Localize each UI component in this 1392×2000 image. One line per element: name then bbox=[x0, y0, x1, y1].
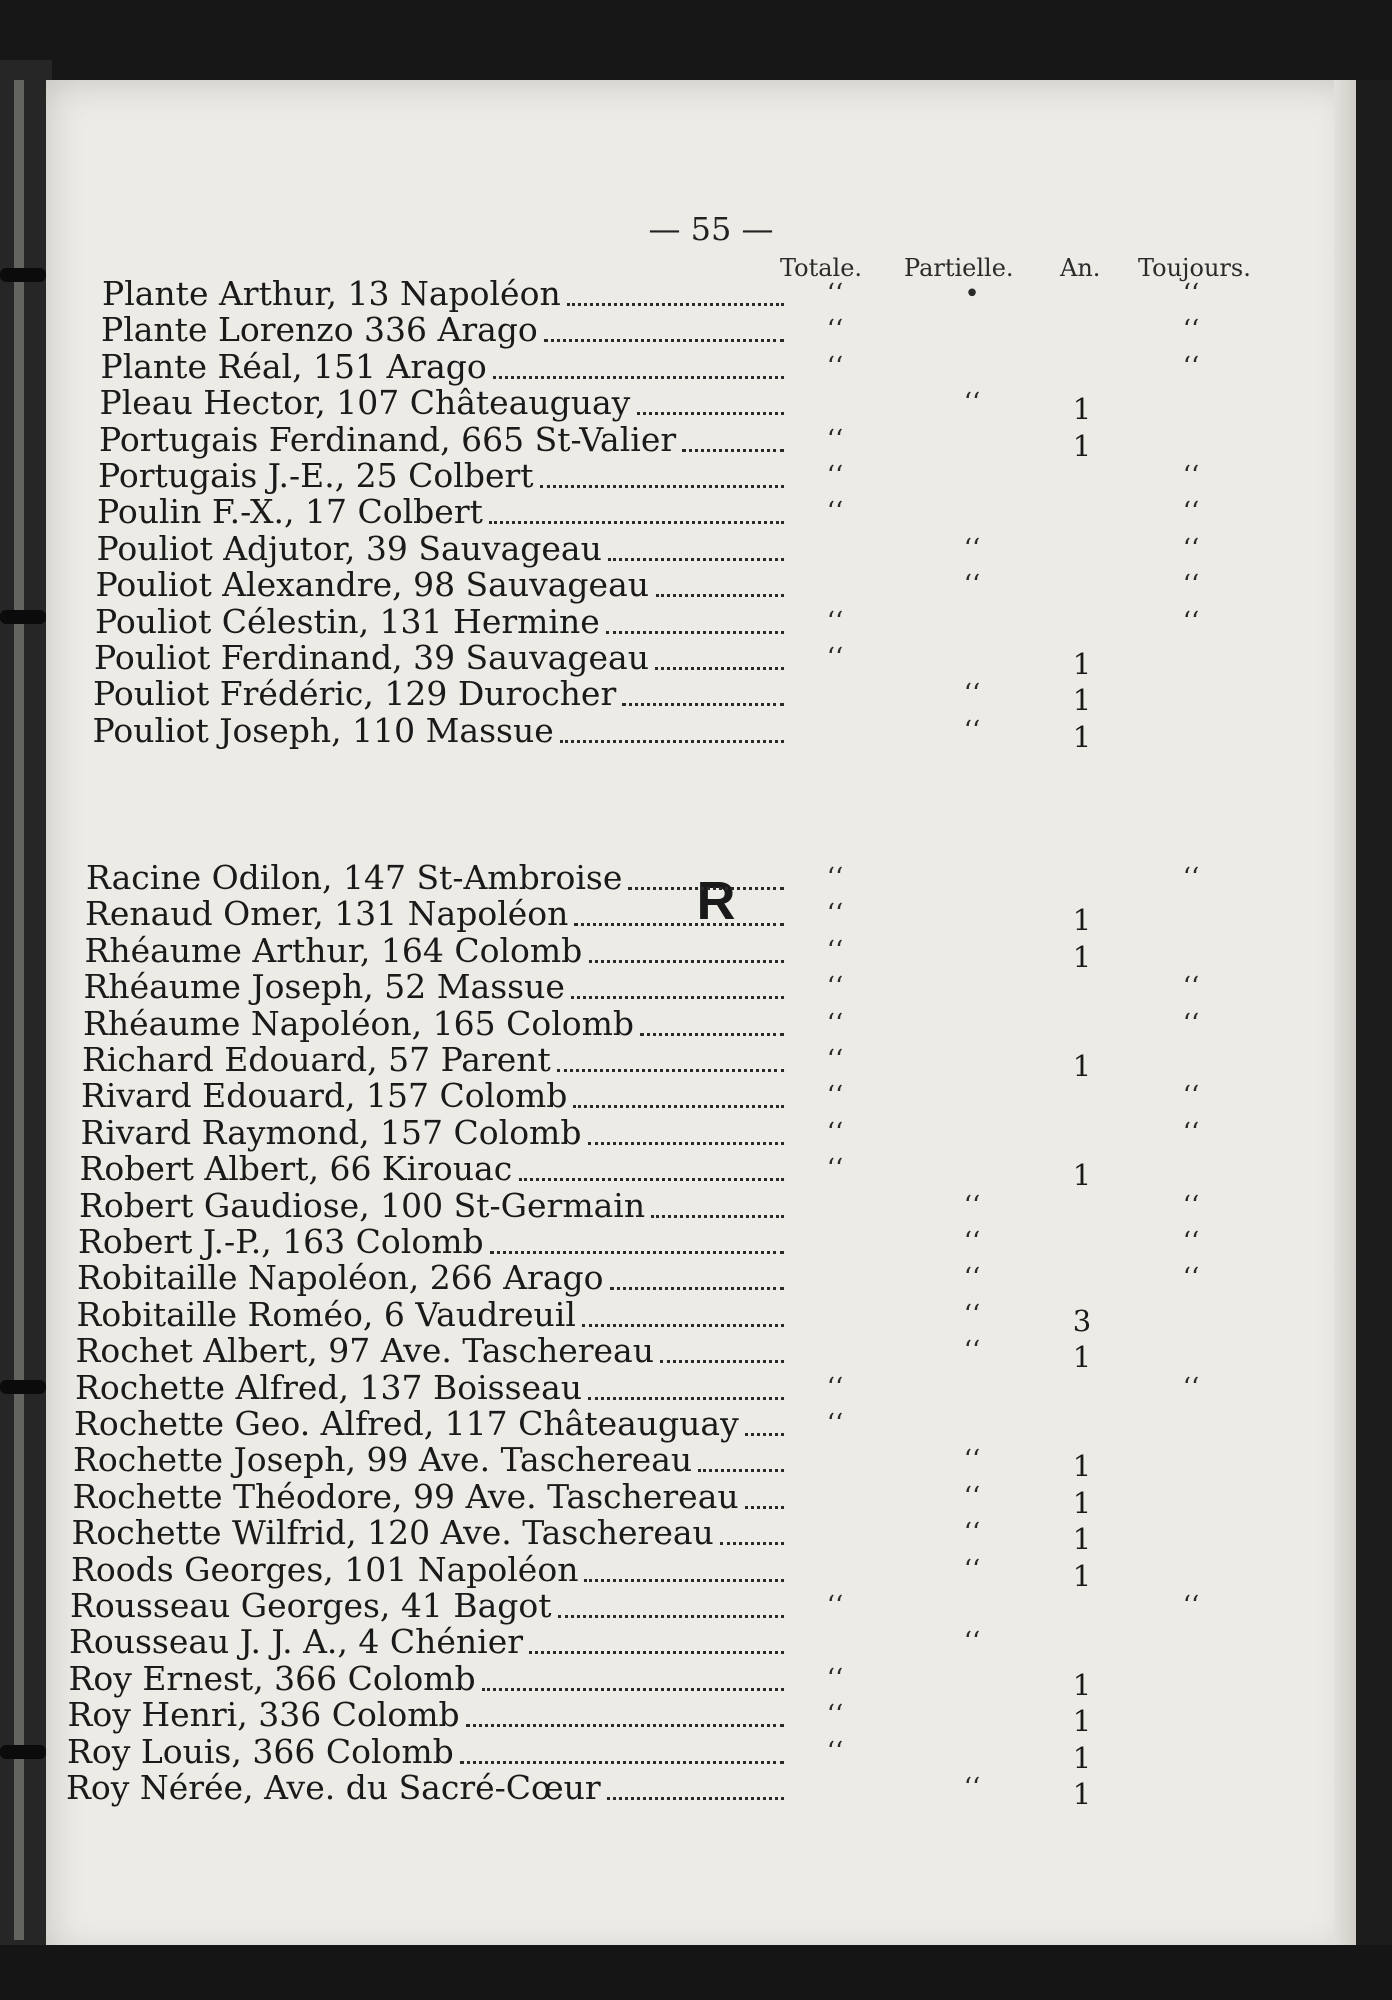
dot-leader bbox=[608, 531, 784, 567]
entry-name: Rochette Wilfrid, 120 Ave. Taschereau bbox=[71, 1513, 714, 1553]
col-totale: Totale. bbox=[780, 254, 863, 282]
an-value: 1 bbox=[1072, 1704, 1092, 1739]
col-toujours: Toujours. bbox=[1138, 254, 1251, 282]
entry-name: Pouliot Joseph, 110 Massue bbox=[92, 710, 554, 750]
entry-row bbox=[46, 419, 1356, 463]
book-page bbox=[46, 80, 1356, 1958]
totale-mark: ‘‘ bbox=[826, 863, 844, 893]
entry-row bbox=[46, 860, 1356, 896]
totale-mark: ‘‘ bbox=[826, 1117, 844, 1148]
entry-name: Rhéaume Joseph, 52 Massue bbox=[83, 967, 565, 1007]
toujours-mark: ‘‘ bbox=[1182, 1117, 1200, 1148]
toujours-mark: ‘‘ bbox=[1182, 1227, 1200, 1257]
entry-name: Robert Albert, 66 Kirouac bbox=[79, 1149, 513, 1189]
entry-row bbox=[46, 1149, 1356, 1193]
entry-row bbox=[46, 1224, 1356, 1260]
dot-leader bbox=[493, 349, 784, 385]
toujours-mark: ‘‘ bbox=[1182, 1008, 1200, 1039]
entry-name: Robert J.-P., 163 Colomb bbox=[78, 1222, 484, 1261]
entry-row bbox=[46, 1624, 1356, 1660]
dot-leader bbox=[745, 1479, 784, 1515]
toujours-mark: ‘‘ bbox=[1182, 1263, 1200, 1294]
entry-name: Rhéaume Arthur, 164 Colomb bbox=[84, 930, 583, 970]
totale-mark: ‘‘ bbox=[826, 1372, 844, 1403]
dot-leader bbox=[529, 1624, 784, 1660]
dot-leader bbox=[540, 458, 784, 494]
toujours-mark: ‘‘ bbox=[1182, 570, 1200, 601]
entry-row bbox=[46, 1040, 1356, 1083]
dot-leader bbox=[482, 1661, 784, 1697]
entry-row bbox=[46, 930, 1356, 974]
toujours-mark: ‘‘ bbox=[1182, 863, 1200, 893]
totale-mark: ‘‘ bbox=[826, 1663, 844, 1694]
bottom-shadow bbox=[0, 1945, 1392, 2000]
entry-row bbox=[46, 567, 1356, 603]
an-value: 1 bbox=[1072, 1340, 1092, 1375]
toujours-mark: ‘‘ bbox=[1182, 351, 1200, 382]
entry-name: Plante Lorenzo 336 Arago bbox=[101, 310, 538, 350]
entry-row bbox=[46, 1513, 1356, 1557]
totale-mark: ‘‘ bbox=[826, 315, 844, 346]
entry-name: Pouliot Célestin, 131 Hermine bbox=[95, 601, 600, 641]
toujours-mark: ‘‘ bbox=[1182, 1081, 1200, 1112]
entry-row bbox=[46, 528, 1356, 568]
entry-name: Pouliot Alexandre, 98 Sauvageau bbox=[95, 565, 649, 605]
entry-row bbox=[46, 601, 1356, 641]
entry-name: Roy Ernest, 366 Colomb bbox=[68, 1658, 476, 1698]
an-value: 1 bbox=[1072, 1485, 1092, 1520]
entry-name: Roy Henri, 336 Colomb bbox=[67, 1695, 460, 1735]
entry-row bbox=[46, 276, 1356, 312]
top-shadow bbox=[0, 0, 1392, 80]
an-value: 1 bbox=[1072, 683, 1092, 718]
an-value: 1 bbox=[1072, 1777, 1092, 1811]
entry-row bbox=[46, 638, 1356, 681]
entry-row bbox=[46, 1367, 1356, 1407]
entry-row bbox=[46, 1440, 1356, 1484]
entry-row bbox=[46, 1588, 1356, 1624]
col-an: An. bbox=[1060, 254, 1101, 282]
entry-name: Pouliot Adjutor, 39 Sauvageau bbox=[96, 528, 602, 568]
entry-name: Rochette Alfred, 137 Boisseau bbox=[75, 1367, 583, 1407]
toujours-mark: ‘‘ bbox=[1182, 533, 1200, 564]
section-letter: R bbox=[696, 871, 736, 931]
toujours-mark: ‘‘ bbox=[1182, 497, 1200, 528]
entry-name: Rivard Edouard, 157 Colomb bbox=[81, 1076, 568, 1116]
partielle-mark: ‘‘ bbox=[963, 1445, 981, 1476]
entry-name: Pleau Hector, 107 Châteauguay bbox=[99, 383, 631, 423]
dot-leader bbox=[567, 276, 784, 312]
an-value: 1 bbox=[1072, 1449, 1092, 1484]
dot-leader bbox=[557, 1042, 784, 1078]
an-value: 1 bbox=[1072, 647, 1092, 681]
partielle-mark: ‘‘ bbox=[963, 1481, 981, 1512]
partielle-mark: ‘‘ bbox=[963, 1554, 981, 1585]
entry-row bbox=[46, 346, 1356, 386]
entry-row bbox=[46, 312, 1356, 348]
toujours-mark: ‘‘ bbox=[1182, 461, 1200, 491]
dot-leader bbox=[571, 969, 784, 1005]
dot-leader bbox=[628, 860, 784, 896]
partielle-mark: ‘‘ bbox=[963, 533, 981, 564]
toujours-mark: ‘‘ bbox=[1182, 315, 1200, 346]
binding-thread bbox=[0, 1745, 46, 1759]
dot-leader bbox=[573, 1078, 784, 1114]
an-value: 1 bbox=[1072, 428, 1092, 463]
totale-mark: ‘‘ bbox=[826, 1736, 844, 1767]
totale-mark: ‘‘ bbox=[826, 461, 844, 491]
dot-leader bbox=[640, 1006, 784, 1042]
dot-leader bbox=[651, 1188, 784, 1224]
totale-mark: ‘‘ bbox=[826, 1081, 844, 1112]
an-value: 1 bbox=[1072, 392, 1092, 427]
entry-name: Roods Georges, 101 Napoléon bbox=[71, 1549, 579, 1589]
entry-row bbox=[46, 1406, 1356, 1442]
totale-mark: ‘‘ bbox=[826, 643, 844, 673]
dot-leader bbox=[607, 1770, 784, 1806]
an-value: 1 bbox=[1072, 1522, 1092, 1557]
partielle-mark: ‘‘ bbox=[963, 1627, 981, 1658]
totale-mark: ‘‘ bbox=[826, 1409, 844, 1439]
dot-leader bbox=[490, 1224, 784, 1260]
dot-leader bbox=[466, 1697, 784, 1733]
dot-leader bbox=[660, 1333, 784, 1369]
an-value: 1 bbox=[1072, 903, 1092, 938]
entry-name: Portugais J.-E., 25 Colbert bbox=[98, 456, 534, 495]
dot-leader bbox=[720, 1515, 784, 1551]
entry-row bbox=[46, 1112, 1356, 1152]
entry-name: Plante Arthur, 13 Napoléon bbox=[102, 274, 561, 313]
dot-leader bbox=[588, 1370, 784, 1406]
entry-name: Rousseau Georges, 41 Bagot bbox=[70, 1586, 552, 1625]
entry-row bbox=[46, 1078, 1356, 1114]
an-value: 1 bbox=[1072, 1667, 1092, 1702]
partielle-mark: ‘‘ bbox=[963, 1299, 981, 1330]
dot-leader bbox=[588, 1115, 784, 1151]
entry-row bbox=[46, 674, 1356, 718]
entry-row bbox=[46, 1331, 1356, 1375]
book-spine bbox=[0, 60, 52, 1960]
partielle-mark: ‘‘ bbox=[963, 1773, 981, 1803]
entry-row bbox=[46, 1185, 1356, 1225]
entry-row bbox=[46, 1695, 1356, 1739]
partielle-mark: ‘‘ bbox=[963, 570, 981, 601]
dot-leader bbox=[544, 312, 784, 348]
entry-name: Portugais Ferdinand, 665 St-Valier bbox=[99, 419, 677, 459]
entry-name: Rousseau J. J. A., 4 Chénier bbox=[69, 1622, 524, 1662]
dot-leader bbox=[656, 567, 784, 603]
spine-edge bbox=[14, 80, 24, 1940]
totale-mark: ‘‘ bbox=[826, 935, 844, 966]
dot-leader bbox=[460, 1734, 784, 1770]
dot-leader bbox=[745, 1406, 784, 1442]
entry-row bbox=[46, 1260, 1356, 1296]
totale-mark: ‘‘ bbox=[826, 497, 844, 528]
dot-leader bbox=[519, 1151, 784, 1187]
entry-name: Poulin F.-X., 17 Colbert bbox=[97, 492, 483, 532]
entry-name: Richard Edouard, 57 Parent bbox=[82, 1040, 551, 1079]
totale-mark: ‘‘ bbox=[826, 351, 844, 382]
entry-row bbox=[46, 1658, 1356, 1702]
entry-name: Racine Odilon, 147 St-Ambroise bbox=[86, 858, 623, 897]
totale-mark: ‘‘ bbox=[826, 279, 844, 309]
partielle-mark: ‘‘ bbox=[963, 1263, 981, 1294]
entry-name: Rochet Albert, 97 Ave. Taschereau bbox=[75, 1331, 654, 1371]
entry-name: Rochette Geo. Alfred, 117 Châteauguay bbox=[74, 1404, 739, 1443]
an-value: 1 bbox=[1072, 1558, 1092, 1593]
entry-row bbox=[46, 1003, 1356, 1043]
entry-name: Robitaille Napoléon, 266 Arago bbox=[77, 1258, 604, 1298]
partielle-mark: ‘‘ bbox=[963, 1190, 981, 1221]
totale-mark: ‘‘ bbox=[826, 606, 844, 637]
entry-name: Pouliot Frédéric, 129 Durocher bbox=[93, 674, 617, 714]
partielle-mark: ‘‘ bbox=[963, 1336, 981, 1367]
entry-name: Plante Réal, 151 Arago bbox=[100, 346, 487, 386]
partielle-mark: ‘‘ bbox=[963, 1227, 981, 1257]
entry-name: Roy Nérée, Ave. du Sacré-Cœur bbox=[66, 1768, 601, 1807]
entry-row bbox=[46, 1768, 1356, 1811]
entry-row bbox=[46, 494, 1356, 530]
entry-row bbox=[46, 894, 1356, 938]
partielle-mark: ‘‘ bbox=[963, 715, 981, 746]
entry-row bbox=[46, 1476, 1356, 1520]
dot-leader bbox=[560, 713, 784, 749]
entry-name: Rhéaume Napoléon, 165 Colomb bbox=[83, 1003, 635, 1043]
an-value: 1 bbox=[1072, 719, 1092, 754]
an-value: 3 bbox=[1072, 1303, 1092, 1338]
entry-row bbox=[46, 1731, 1356, 1775]
entry-name: Renaud Omer, 131 Napoléon bbox=[85, 894, 569, 934]
entry-name: Rochette Théodore, 99 Ave. Taschereau bbox=[72, 1476, 739, 1516]
an-value: 1 bbox=[1072, 939, 1092, 974]
entry-row bbox=[46, 1549, 1356, 1593]
binding-thread bbox=[0, 1380, 46, 1394]
dot-leader bbox=[637, 385, 784, 421]
dot-leader bbox=[582, 1297, 784, 1333]
toujours-mark: ‘‘ bbox=[1182, 972, 1200, 1003]
partielle-mark: ‘‘ bbox=[963, 1518, 981, 1549]
entry-row bbox=[46, 1294, 1356, 1338]
entry-name: Pouliot Ferdinand, 39 Sauvageau bbox=[94, 638, 649, 677]
entry-name: Rochette Joseph, 99 Ave. Taschereau bbox=[73, 1440, 693, 1480]
dot-leader bbox=[606, 604, 784, 640]
entry-name: Roy Louis, 366 Colomb bbox=[67, 1731, 454, 1771]
entry-row bbox=[46, 458, 1356, 494]
binding-thread bbox=[0, 268, 46, 282]
totale-mark: ‘‘ bbox=[826, 1154, 844, 1185]
totale-mark: ‘‘ bbox=[826, 972, 844, 1003]
toujours-mark: ‘‘ bbox=[1182, 1591, 1200, 1621]
an-value: 1 bbox=[1072, 1158, 1092, 1193]
dot-leader bbox=[489, 494, 784, 530]
entry-row bbox=[46, 710, 1356, 754]
dot-leader bbox=[584, 1552, 784, 1588]
an-value: 1 bbox=[1072, 1049, 1092, 1083]
dot-leader bbox=[682, 422, 784, 458]
page-number: — 55 — bbox=[648, 210, 774, 248]
entry-name: Robitaille Roméo, 6 Vaudreuil bbox=[76, 1294, 576, 1334]
totale-mark: ‘‘ bbox=[826, 424, 844, 455]
col-partielle: Partielle. bbox=[904, 254, 1014, 282]
totale-mark: ‘‘ bbox=[826, 1045, 844, 1075]
dot-leader bbox=[610, 1260, 784, 1296]
dot-leader bbox=[698, 1442, 784, 1478]
toujours-mark: ‘‘ bbox=[1182, 606, 1200, 637]
dot-leader bbox=[622, 676, 784, 712]
an-value: 1 bbox=[1072, 1740, 1092, 1775]
partielle-mark: • bbox=[964, 279, 980, 309]
partielle-mark: ‘‘ bbox=[963, 388, 981, 419]
toujours-mark: ‘‘ bbox=[1182, 1190, 1200, 1221]
totale-mark: ‘‘ bbox=[826, 1591, 844, 1621]
dot-leader bbox=[574, 896, 784, 932]
entry-name: Robert Gaudiose, 100 St-Germain bbox=[79, 1185, 646, 1225]
totale-mark: ‘‘ bbox=[826, 899, 844, 930]
entry-row bbox=[46, 969, 1356, 1005]
binding-thread bbox=[0, 610, 46, 624]
partielle-mark: ‘‘ bbox=[963, 679, 981, 710]
totale-mark: ‘‘ bbox=[826, 1008, 844, 1039]
toujours-mark: ‘‘ bbox=[1182, 1372, 1200, 1403]
dot-leader bbox=[589, 933, 784, 969]
totale-mark: ‘‘ bbox=[826, 1700, 844, 1731]
entry-row bbox=[46, 383, 1356, 427]
toujours-mark: ‘‘ bbox=[1182, 279, 1200, 309]
entry-name: Rivard Raymond, 157 Colomb bbox=[80, 1112, 582, 1152]
dot-leader bbox=[558, 1588, 784, 1624]
dot-leader bbox=[655, 640, 784, 676]
